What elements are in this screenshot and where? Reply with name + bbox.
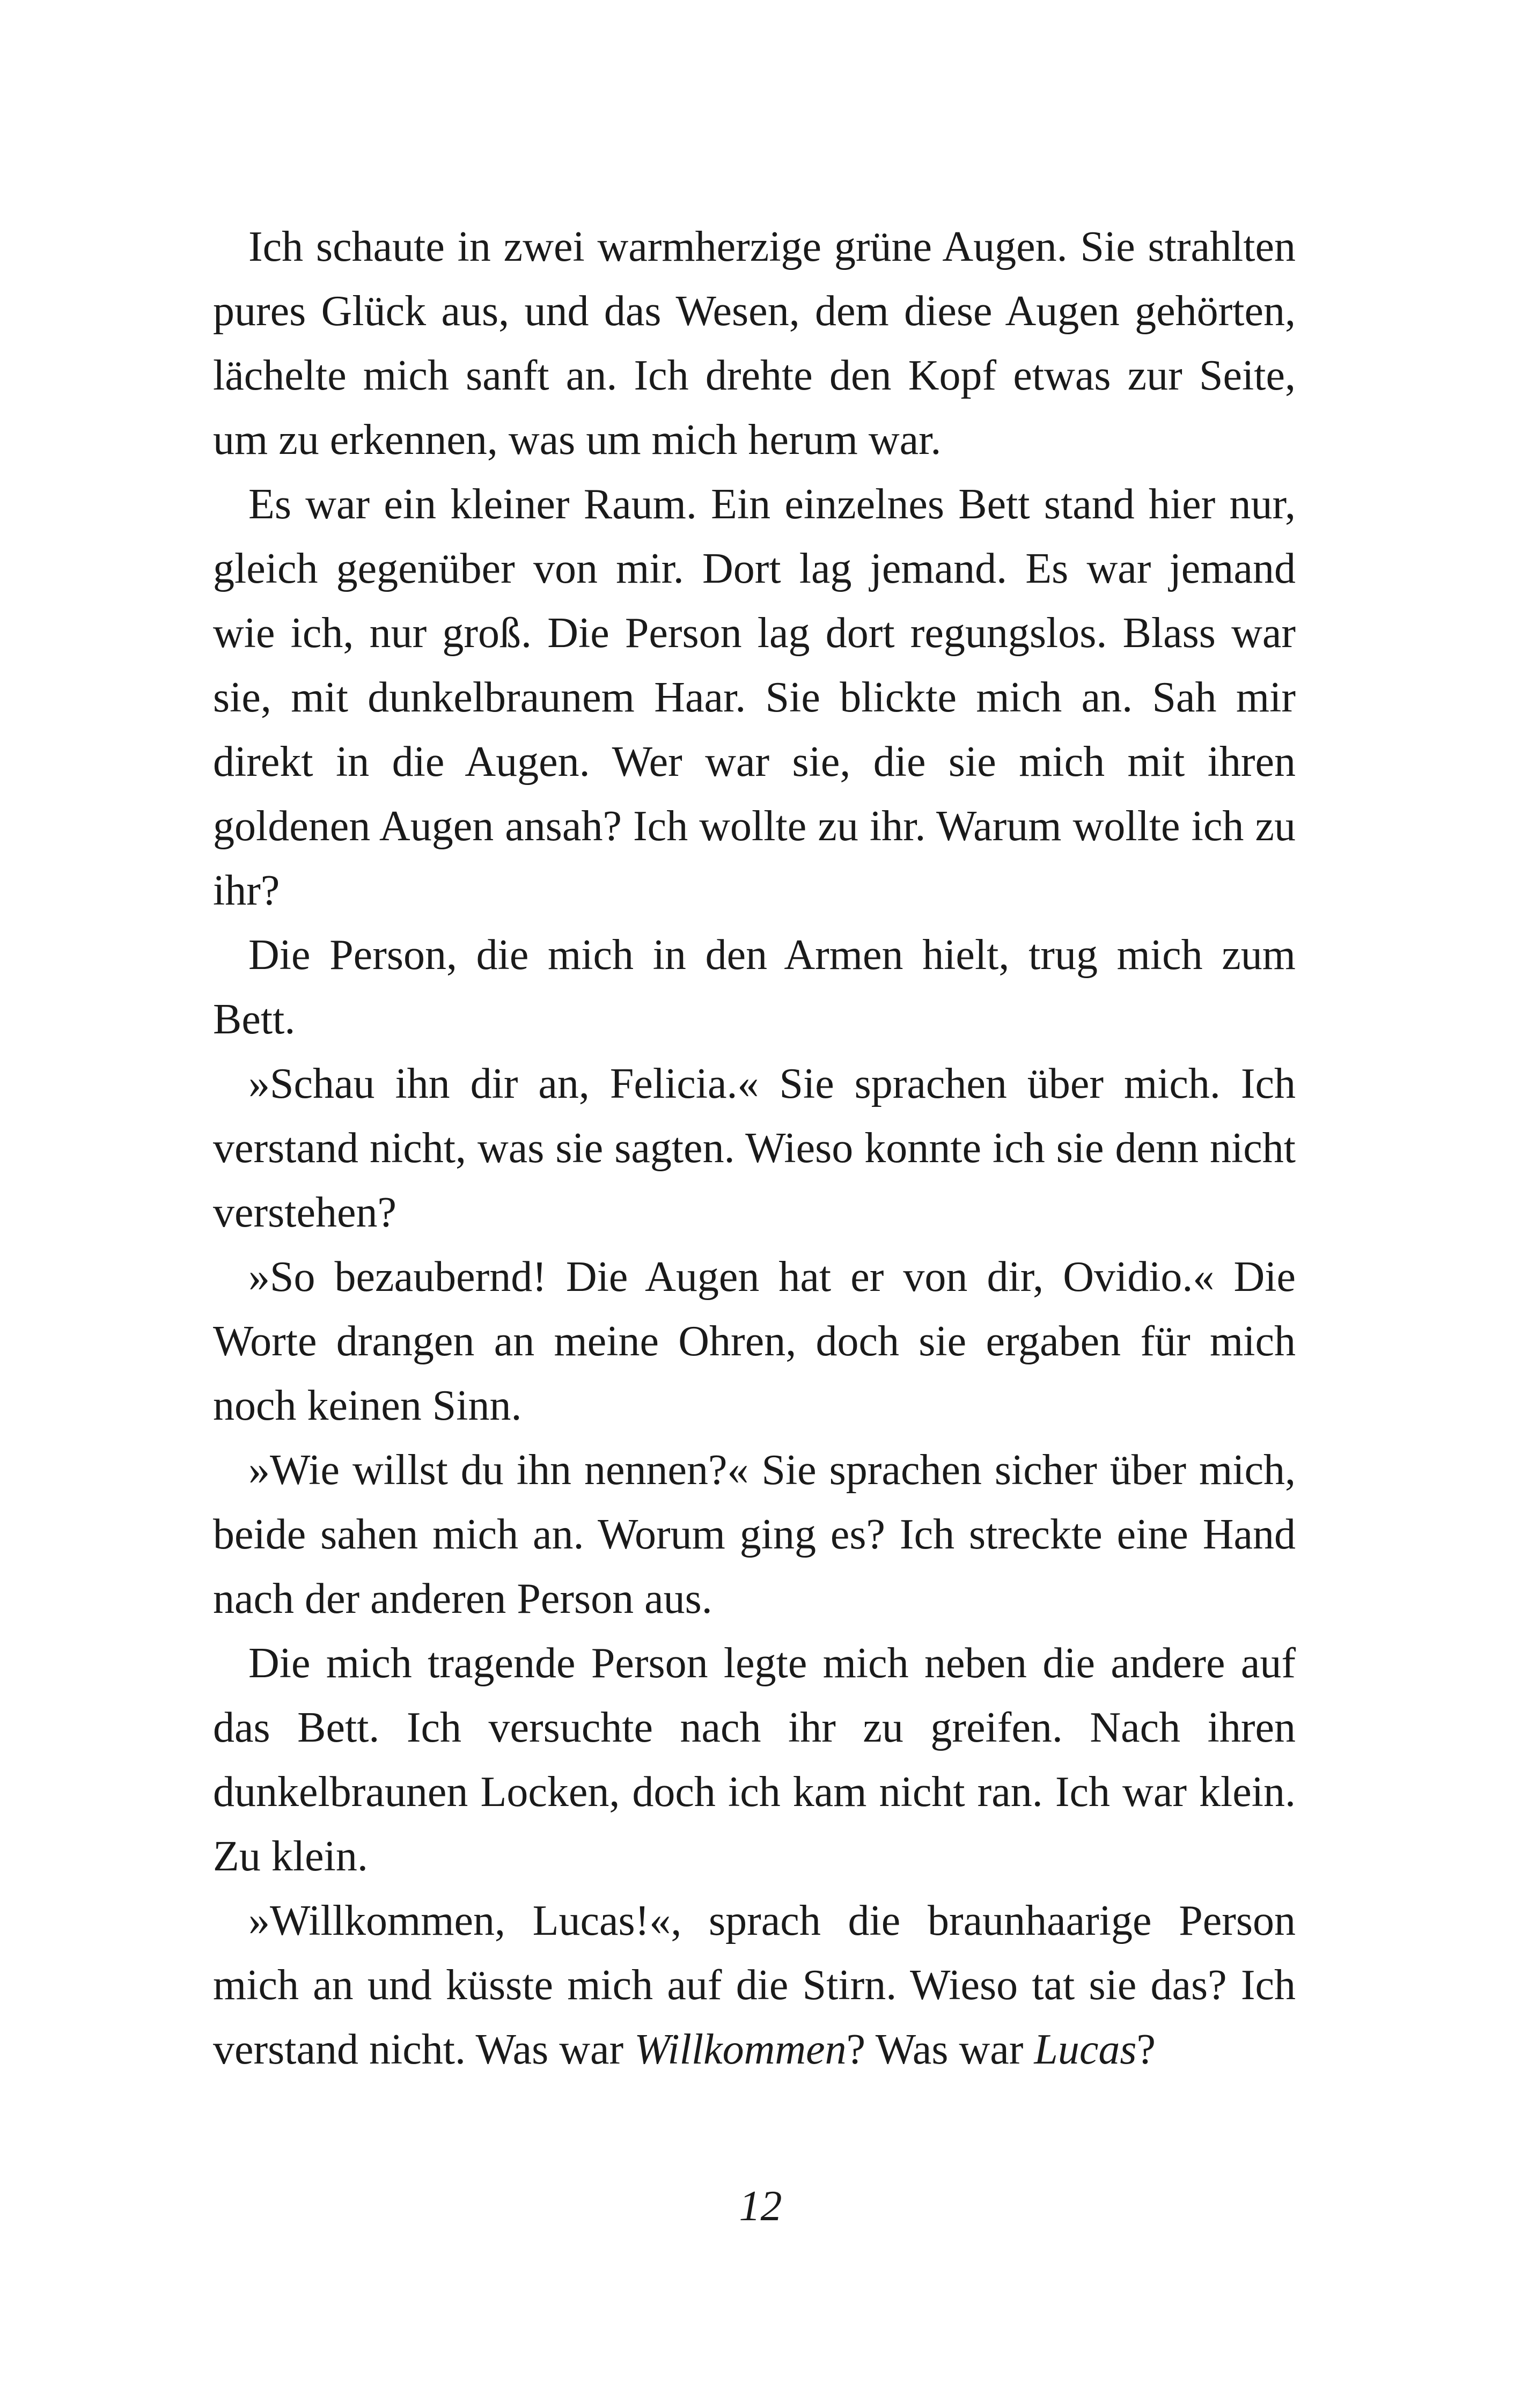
- paragraph-3: Die Person, die mich in den Armen hielt, trug mich zum Bett.: [213, 931, 1296, 1043]
- italic-word-lucas: Lucas: [1034, 2026, 1137, 2073]
- paragraph-6: »Wie willst du ihn nennen?« Sie sprachen sicher über mich, beide sahen mich an. Worum ging es? Ich streckte eine Hand nach der anderen Person aus.: [213, 1447, 1296, 1623]
- body-text: [213, 215, 1296, 2082]
- paragraph-1: Ich schaute in zwei warmherzige grüne Augen. Sie strahlten pures Glück aus, und das Wesen, dem diese Augen gehörten, lächelte mich sanft an. Ich drehte den Kopf etwas zur Seite, um zu erkennen, was um mich herum war.: [213, 223, 1296, 464]
- paragraph-2: Es war ein kleiner Raum. Ein einzelnes Bett stand hier nur, gleich gegenüber von mir. Dort lag jemand. Es war jemand wie ich, nur groß. Die Person lag dort regungslos. Blass war sie, mit dunkelbraunem Haar. Sie blickte mich an. Sah mir direkt in die Augen. Wer war sie, die sie mich mit ihren goldenen Augen ansah? Ich wollte zu ihr. Warum wollte ich zu ihr?: [213, 481, 1296, 914]
- paragraph-4: »Schau ihn dir an, Felicia.« Sie sprachen über mich. Ich verstand nicht, was sie sagten. Wieso konnte ich sie denn nicht verstehen?: [213, 1060, 1296, 1236]
- italic-word-willkommen: Willkommen: [634, 2026, 847, 2073]
- paragraph-8: [213, 1889, 1296, 2082]
- paragraph-8-text-1: »Willkommen, Lucas!«, sprach die braunhaarige Person mich an und küsste mich auf die Stirn. Wieso tat sie das? Ich verstand nicht. Was war: [213, 1897, 1296, 2073]
- paragraph-7: Die mich tragende Person legte mich neben die andere auf das Bett. Ich versuchte nach ihr zu greifen. Nach ihren dunkelbraunen Locken, doch ich kam nicht ran. Ich war klein. Zu klein.: [213, 1640, 1296, 1880]
- paragraph-8-text-2: ? Was war: [846, 2026, 1034, 2073]
- page-number: 12: [739, 2183, 782, 2230]
- paragraph-5: »So bezaubernd! Die Augen hat er von dir, Ovidio.« Die Worte drangen an meine Ohren, doch sie ergaben für mich noch keinen Sinn.: [213, 1253, 1296, 1429]
- paragraph-8-text-3: ?: [1136, 2026, 1156, 2073]
